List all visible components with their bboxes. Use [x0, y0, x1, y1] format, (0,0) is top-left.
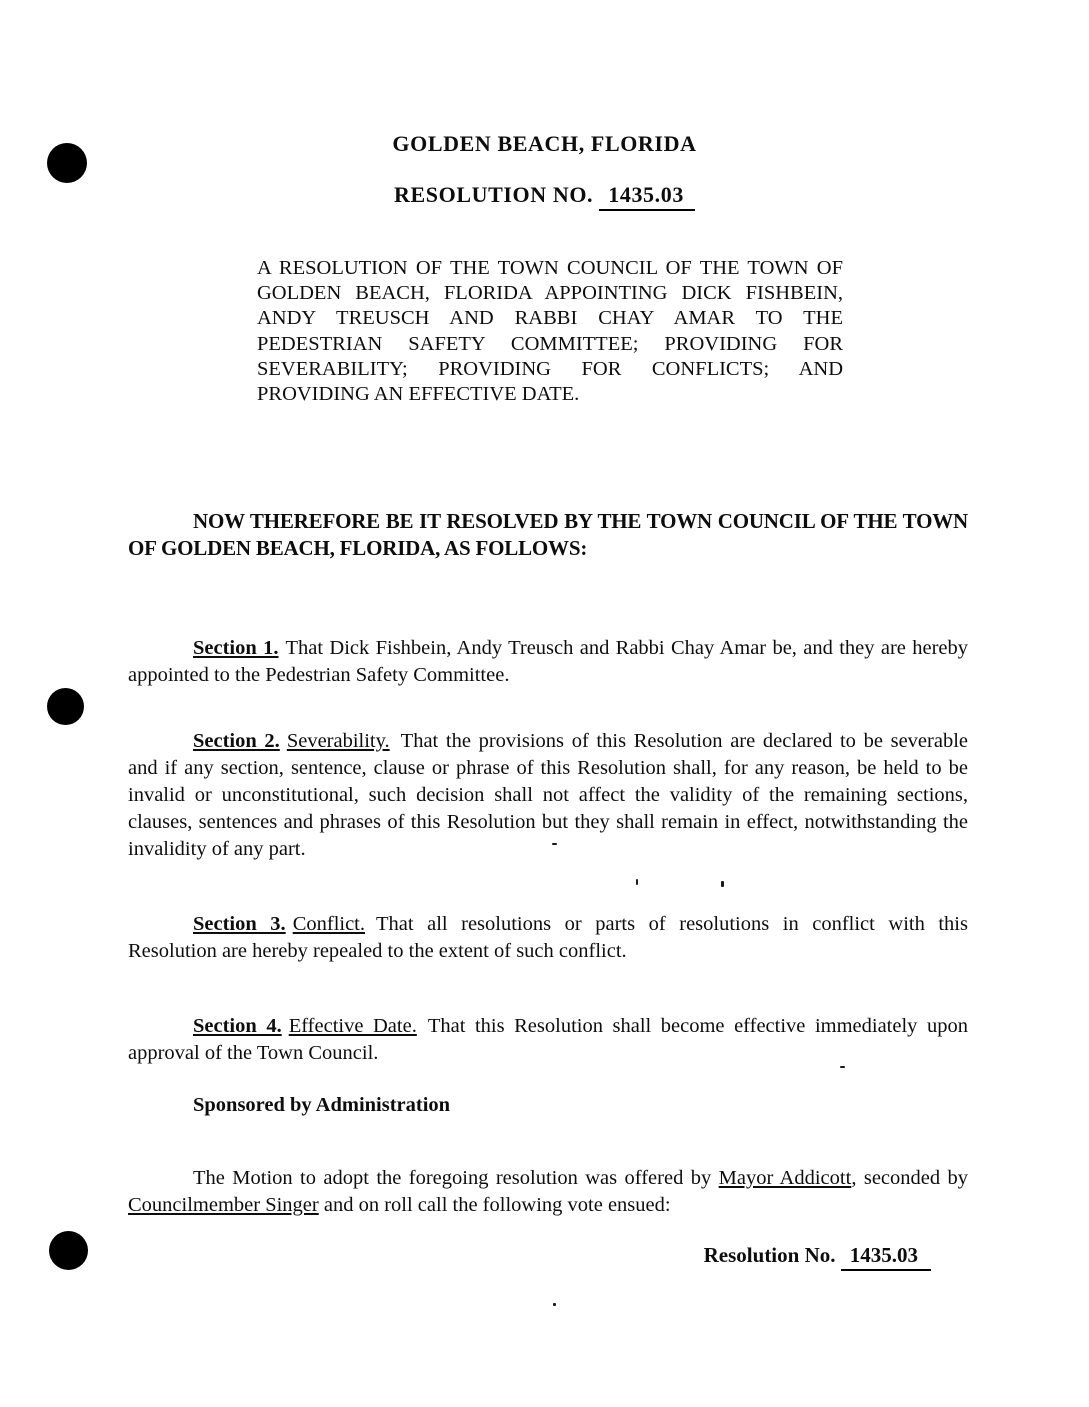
section-3-paragraph	[128, 911, 968, 965]
section-body: That all resolutions or parts of resolutions in conflict with this Resolution are hereby repealed to the extent of such conflict.	[128, 912, 968, 962]
section-label: Section 1.	[193, 636, 279, 659]
scan-speckle	[721, 881, 724, 887]
section-heading: Effective Date.	[288, 1014, 417, 1037]
page-title: GOLDEN BEACH, FLORIDA	[392, 131, 697, 156]
resolution-summary-paragraph: A RESOLUTION OF THE TOWN COUNCIL OF THE TOWN OF GOLDEN BEACH, FLORIDA APPOINTING DICK FISHBEIN, ANDY TREUSCH AND RABBI CHAY AMAR TO THE PEDESTRIAN SAFETY COMMITTEE; PROVIDING FOR SEVERABILITY; PROVIDING FOR CONFLICTS; AND PROVIDING AN EFFECTIVE DATE.	[257, 257, 843, 406]
motion-text-prefix: The Motion to adopt the foregoing resolution was offered by	[193, 1166, 719, 1189]
section-label: Section 4.	[193, 1014, 282, 1037]
scan-speckle	[553, 1303, 556, 1306]
section-label: Section 3.	[193, 912, 286, 935]
section-2-paragraph	[128, 728, 968, 863]
resolution-number-line	[0, 182, 1089, 208]
scan-speckle	[636, 879, 638, 885]
sponsored-by-line: Sponsored by Administration	[193, 1094, 451, 1116]
motion-text-suffix: and on roll call the following vote ensued:	[318, 1194, 671, 1216]
section-body: That Dick Fishbein, Andy Treusch and Rabbi Chay Amar be, and they are hereby appointed to the Pedestrian Safety Committee.	[128, 636, 968, 686]
footer-resolution-label: Resolution No.	[703, 1243, 836, 1267]
section-label: Section 2.	[193, 729, 280, 752]
motion-paragraph	[128, 1165, 968, 1220]
motion-seconded-by: Councilmember Singer	[128, 1194, 319, 1216]
motion-text-middle: , seconded by	[851, 1166, 969, 1189]
section-heading: Conflict.	[292, 912, 365, 935]
section-4-paragraph	[128, 1013, 968, 1067]
footer-resolution-number: 1435.03	[841, 1243, 931, 1271]
section-body: That the provisions of this Resolution are declared to be severable and if any section, sentence, clause or phrase of this Resolution shall, for any reason, be held to be invalid or unconstitutional, such decision shall not affect the validity of the remaining sections, clauses, sentences and phrases of this Resolution but they shall remain in effect, notwithstanding the invalidity of any part.	[128, 729, 968, 860]
section-body: That this Resolution shall become effective immediately upon approval of the Town Council.	[128, 1014, 968, 1064]
hole-punch-mark	[47, 688, 84, 725]
section-heading: Severability.	[286, 729, 390, 752]
footer-resolution-number-line	[0, 1243, 931, 1268]
section-1-paragraph	[128, 635, 968, 689]
motion-offered-by: Mayor Addicott	[718, 1166, 852, 1189]
resolved-clause: NOW THEREFORE BE IT RESOLVED BY THE TOWN COUNCIL OF THE TOWN OF GOLDEN BEACH, FLORIDA, AS FOLLOWS:	[128, 509, 968, 560]
resolution-number-label: RESOLUTION NO.	[394, 182, 594, 207]
resolution-number: 1435.03	[599, 182, 695, 211]
